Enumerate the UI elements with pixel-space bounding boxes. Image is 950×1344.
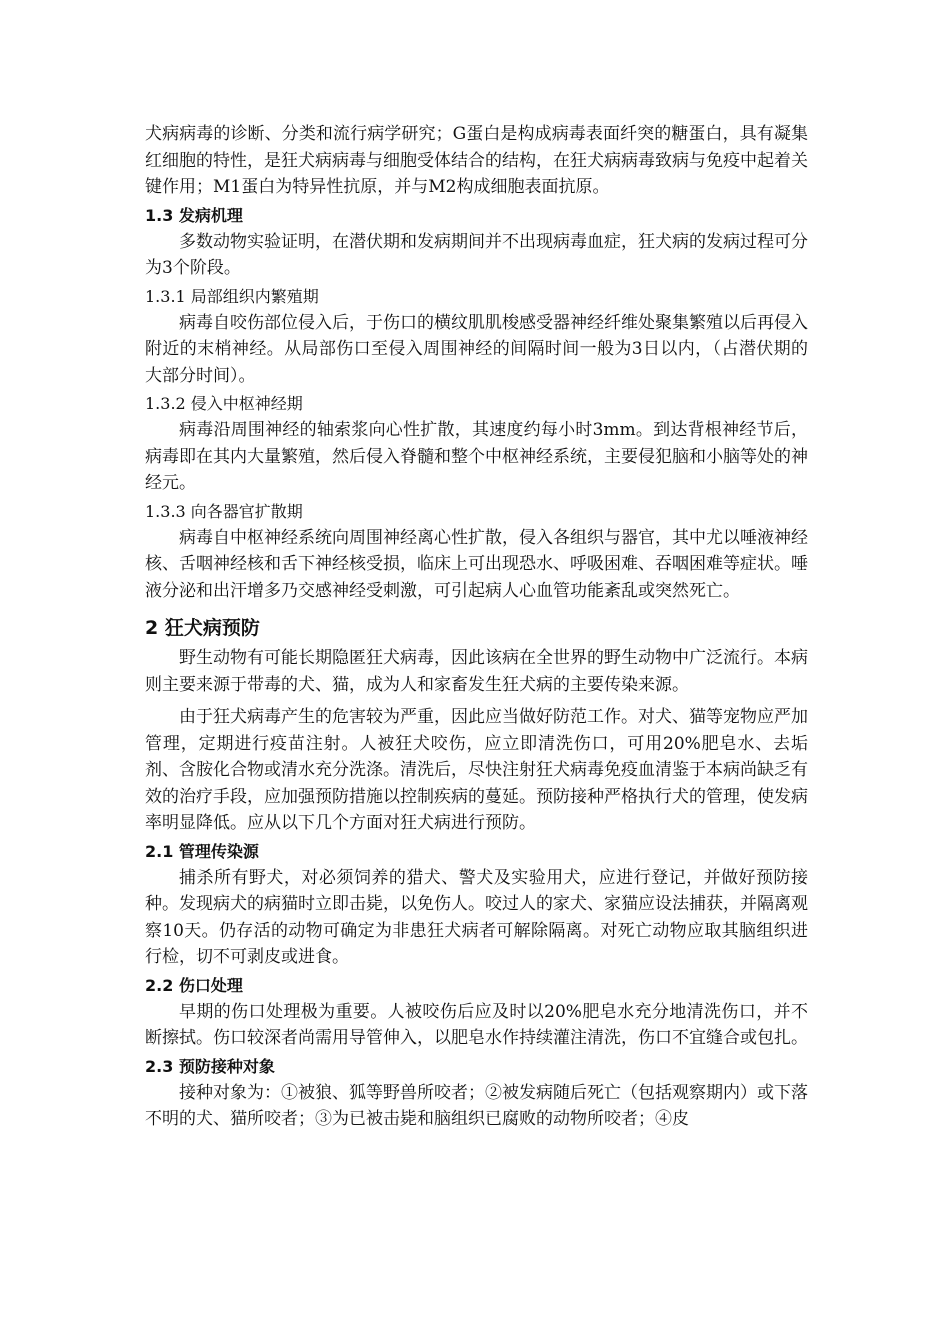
paragraph-1-3-3: 病毒自中枢神经系统向周围神经离心性扩散，侵入各组织与器官，其中尤以唾液神经核、舌咽神经核和舌下神经核受损，临床上可出现恐水、呼吸困难、吞咽困难等症状。唾液分泌和出汗增多乃交感神经受刺激，可引起病人心血管功能紊乱或突然死亡。 (145, 527, 808, 601)
document-page (145, 121, 808, 1133)
paragraph-2b: 由于狂犬病毒产生的危害较为严重，因此应当做好防范工作。对犬、猫等宠物应严加管理，定期进行疫苗注射。人被狂犬咬伤，应立即清洗伤口，可用20%肥皂水、去垢剂、含胺化合物或清水充分洗涤。清洗后，尽快注射狂犬病毒免疫血清鉴于本病尚缺乏有效的治疗手段，应加强预防措施以控制疾病的蔓延。预防接种严格执行犬的管理，使发病率明显降低。应从以下几个方面对狂犬病进行预防。 (145, 707, 808, 833)
heading-2-1: 2.1 管理传染源 (145, 841, 259, 861)
paragraph-2-3: 接种对象为：①被狼、狐等野兽所咬者；②被发病随后死亡（包括观察期内）或下落不明的犬、猫所咬者；③为已被击毙和脑组织已腐败的动物所咬者；④皮 (145, 1082, 808, 1129)
paragraph-1-3-1: 病毒自咬伤部位侵入后，于伤口的横纹肌肌梭感受器神经纤维处聚集繁殖以后再侵入附近的末梢神经。从局部伤口至侵入周围神经的间隔时间一般为3日以内，（占潜伏期的大部分时间）。 (145, 312, 808, 386)
heading-1-3-1: 1.3.1 局部组织内繁殖期 (145, 286, 319, 306)
paragraph-2a: 野生动物有可能长期隐匿狂犬病毒，因此该病在全世界的野生动物中广泛流行。本病则主要来源于带毒的犬、猫，成为人和家畜发生狂犬病的主要传染来源。 (145, 648, 808, 695)
paragraph-1-3-2: 病毒沿周围神经的轴索浆向心性扩散，其速度约每小时3mm。到达背根神经节后，病毒即在其内大量繁殖，然后侵入脊髓和整个中枢神经系统，主要侵犯脑和小脑等处的神经元。 (145, 420, 808, 493)
paragraph-1-3: 多数动物实验证明，在潜伏期和发病期间并不出现病毒血症，狂犬病的发病过程可分为3个阶段。 (145, 231, 808, 278)
paragraph-continued: 犬病病毒的诊断、分类和流行病学研究；G蛋白是构成病毒表面纤突的糖蛋白，具有凝集红细胞的特性，是狂犬病病毒与细胞受体结合的结构，在狂犬病病毒致病与免疫中起着关键作用；M1蛋白为特异性抗原，并与M2构成细胞表面抗原。 (145, 124, 808, 197)
heading-1-3: 1.3 发病机理 (145, 205, 243, 225)
heading-2-2: 2.2 伤口处理 (145, 975, 243, 995)
heading-2: 2 狂犬病预防 (145, 617, 260, 639)
paragraph-2-2: 早期的伤口处理极为重要。人被咬伤后应及时以20%肥皂水充分地清洗伤口，并不断擦拭。伤口较深者尚需用导管伸入，以肥皂水作持续灌注清洗，伤口不宜缝合或包扎。 (145, 1001, 808, 1048)
heading-2-3: 2.3 预防接种对象 (145, 1056, 275, 1076)
paragraph-2-1: 捕杀所有野犬，对必须饲养的猎犬、警犬及实验用犬，应进行登记，并做好预防接种。发现病犬的病猫时立即击毙，以免伤人。咬过人的家犬、家猫应设法捕获，并隔离观察10天。仍存活的动物可确定为非患狂犬病者可解除隔离。对死亡动物应取其脑组织进行检，切不可剥皮或进食。 (145, 867, 808, 967)
heading-1-3-3: 1.3.3 向各器官扩散期 (145, 501, 303, 521)
heading-1-3-2: 1.3.2 侵入中枢神经期 (145, 394, 303, 413)
